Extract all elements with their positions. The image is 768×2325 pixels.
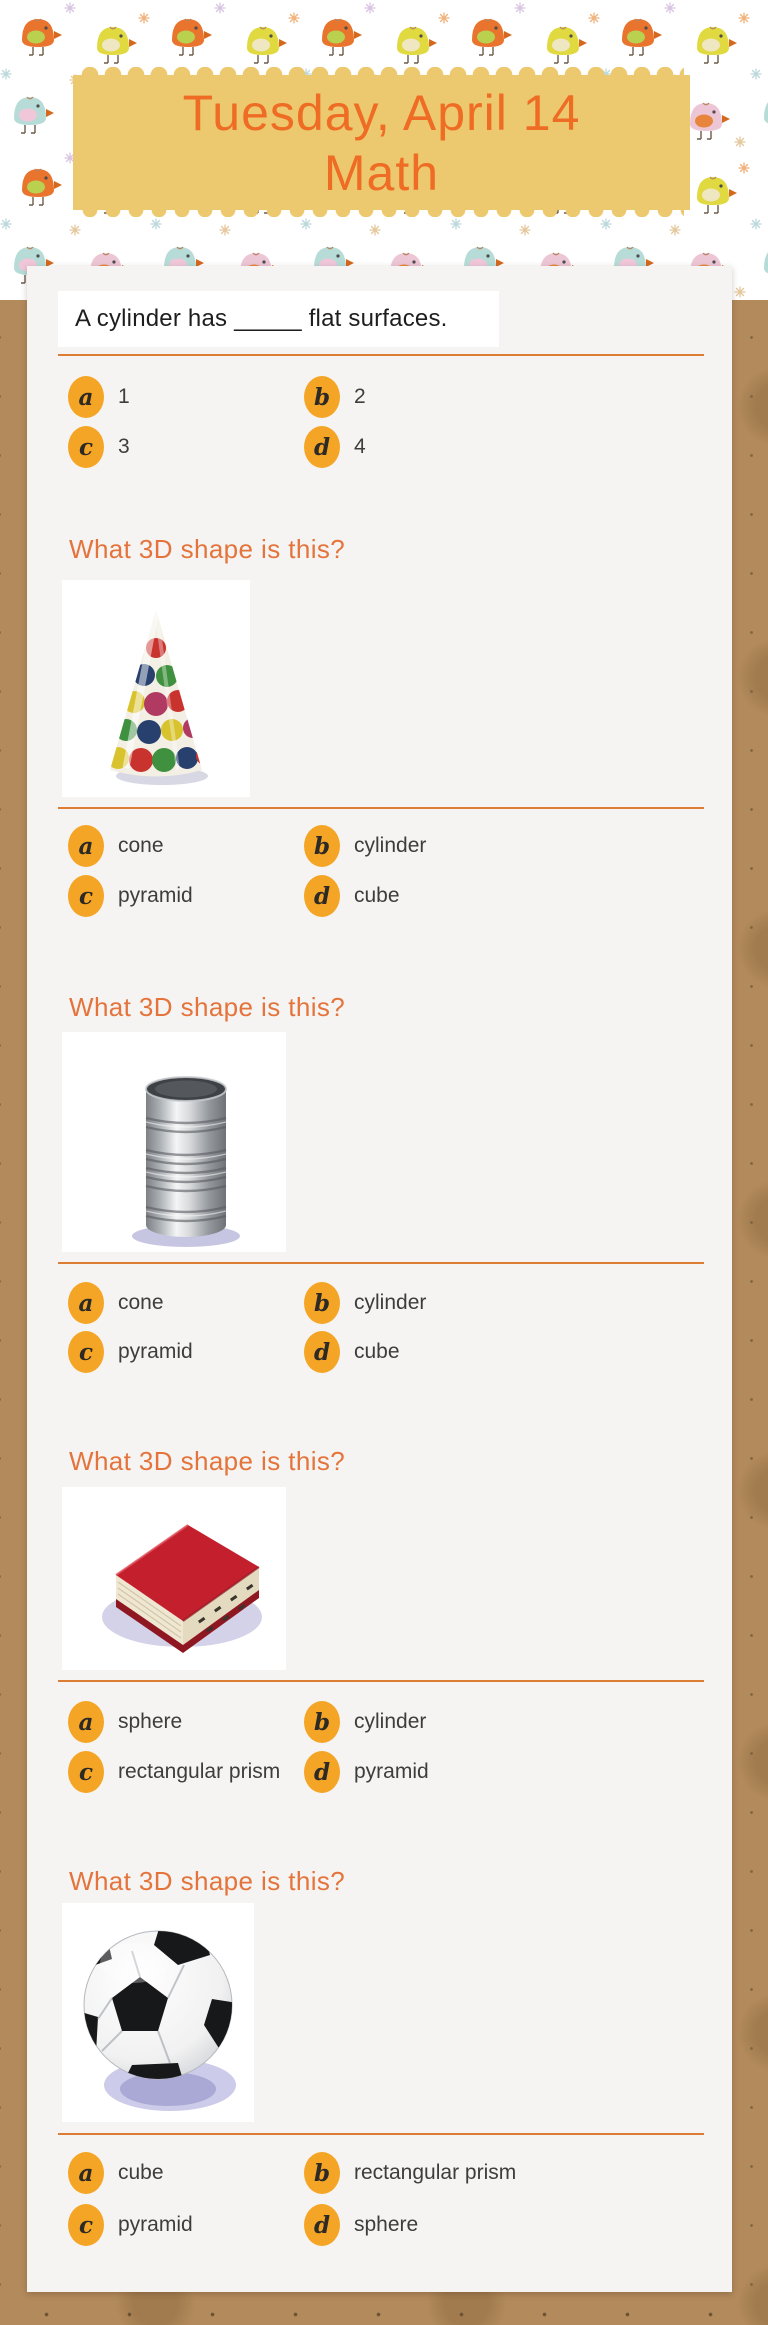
- option-letter: c: [78, 1338, 93, 1366]
- question-5-prompt: What 3D shape is this?: [69, 1866, 346, 1896]
- divider: [58, 2133, 704, 2135]
- question-5-option-d[interactable]: [304, 2204, 418, 2246]
- question-3-option-b[interactable]: [304, 1282, 426, 1324]
- question-2-image-box: [62, 580, 250, 797]
- question-1-option-a[interactable]: [68, 376, 130, 418]
- option-letter-badge: [304, 426, 340, 468]
- question-2-option-b[interactable]: [304, 825, 426, 867]
- option-letter-badge: [304, 1751, 340, 1793]
- option-letter: d: [313, 1758, 331, 1786]
- option-letter-badge: [68, 1331, 104, 1373]
- option-letter-badge: [68, 1282, 104, 1324]
- red-book-image: [62, 1487, 286, 1670]
- question-1-option-b[interactable]: [304, 376, 366, 418]
- question-4-option-a[interactable]: [68, 1701, 182, 1743]
- question-3-image-box: [62, 1032, 286, 1252]
- page-title-line1: Tuesday, April 14: [182, 85, 581, 141]
- option-letter: c: [78, 2211, 93, 2239]
- question-2-option-a[interactable]: [68, 825, 164, 867]
- option-label: pyramid: [118, 884, 193, 907]
- question-3-option-a[interactable]: [68, 1282, 164, 1324]
- soccer-ball-image: [62, 1903, 254, 2122]
- divider: [58, 807, 704, 809]
- option-label: pyramid: [118, 1340, 193, 1363]
- option-letter-badge: [68, 426, 104, 468]
- question-1-prompt-box: [58, 291, 499, 347]
- option-letter: c: [78, 433, 93, 461]
- question-5-image-box: [62, 1903, 254, 2122]
- question-2-prompt: What 3D shape is this?: [69, 534, 346, 564]
- bird-pattern-header: [0, 0, 768, 300]
- option-label: cube: [354, 884, 400, 907]
- question-4-option-c[interactable]: [68, 1751, 280, 1793]
- option-letter: b: [313, 1289, 331, 1317]
- option-label: 1: [118, 385, 130, 408]
- option-letter-badge: [68, 1701, 104, 1743]
- option-letter: c: [78, 1758, 93, 1786]
- option-letter: a: [78, 1289, 94, 1317]
- option-label: sphere: [354, 2213, 419, 2236]
- question-3-option-d[interactable]: [304, 1331, 400, 1373]
- option-letter-badge: [304, 875, 340, 917]
- option-label: pyramid: [118, 2213, 193, 2236]
- option-label: sphere: [118, 1710, 183, 1733]
- option-letter: a: [78, 2159, 94, 2187]
- question-5-option-b[interactable]: [304, 2152, 516, 2194]
- option-label: cylinder: [354, 1291, 427, 1314]
- option-label: pyramid: [354, 1760, 429, 1783]
- option-letter-badge: [68, 376, 104, 418]
- option-letter-badge: [68, 2152, 104, 2194]
- option-label: rectangular prism: [118, 1760, 281, 1783]
- question-4-prompt: What 3D shape is this?: [69, 1446, 346, 1476]
- option-letter-badge: [68, 825, 104, 867]
- option-letter: c: [78, 882, 93, 910]
- option-letter-badge: [68, 875, 104, 917]
- option-label: rectangular prism: [354, 2161, 517, 2184]
- question-2-option-c[interactable]: [68, 875, 193, 917]
- question-4-option-b[interactable]: [304, 1701, 426, 1743]
- option-letter: d: [313, 433, 331, 461]
- option-label: cone: [118, 1291, 164, 1314]
- option-label: 3: [118, 435, 130, 458]
- option-letter-badge: [304, 376, 340, 418]
- option-label: cone: [118, 834, 164, 857]
- option-letter-badge: [304, 1282, 340, 1324]
- party-hat-cone-image: [62, 580, 250, 797]
- option-letter: d: [313, 2211, 331, 2239]
- option-letter-badge: [304, 825, 340, 867]
- divider: [58, 1680, 704, 1682]
- tin-can-image: [62, 1032, 286, 1252]
- option-letter: b: [313, 1708, 331, 1736]
- option-label: cylinder: [354, 834, 427, 857]
- page-title-line2: Math: [323, 145, 440, 201]
- option-letter: b: [313, 832, 331, 860]
- divider: [58, 1262, 704, 1264]
- question-5-option-c[interactable]: [68, 2204, 193, 2246]
- option-letter-badge: [304, 1331, 340, 1373]
- option-letter: b: [313, 2159, 331, 2187]
- worksheet-card: [27, 266, 732, 2292]
- option-letter-badge: [304, 1701, 340, 1743]
- question-4-image-box: [62, 1487, 286, 1670]
- option-letter-badge: [304, 2152, 340, 2194]
- option-letter: d: [313, 1338, 331, 1366]
- option-letter-badge: [68, 1751, 104, 1793]
- option-letter-badge: [68, 2204, 104, 2246]
- question-1-option-c[interactable]: [68, 426, 130, 468]
- question-3-option-c[interactable]: [68, 1331, 193, 1373]
- option-letter: a: [78, 383, 94, 411]
- question-1-prompt: A cylinder has _____ flat surfaces.: [75, 305, 448, 332]
- question-2-option-d[interactable]: [304, 875, 400, 917]
- question-4-option-d[interactable]: [304, 1751, 429, 1793]
- option-label: cylinder: [354, 1710, 427, 1733]
- question-5-option-a[interactable]: [68, 2152, 164, 2194]
- option-letter: a: [78, 832, 94, 860]
- question-1-option-d[interactable]: [304, 426, 366, 468]
- option-letter: d: [313, 882, 331, 910]
- option-letter-badge: [304, 2204, 340, 2246]
- title-banner: [73, 75, 690, 210]
- divider: [58, 354, 704, 356]
- option-label: cube: [118, 2161, 164, 2184]
- option-letter: a: [78, 1708, 94, 1736]
- option-label: cube: [354, 1340, 400, 1363]
- question-3-prompt: What 3D shape is this?: [69, 992, 346, 1022]
- option-label: 2: [354, 385, 366, 408]
- option-label: 4: [354, 435, 366, 458]
- option-letter: b: [313, 383, 331, 411]
